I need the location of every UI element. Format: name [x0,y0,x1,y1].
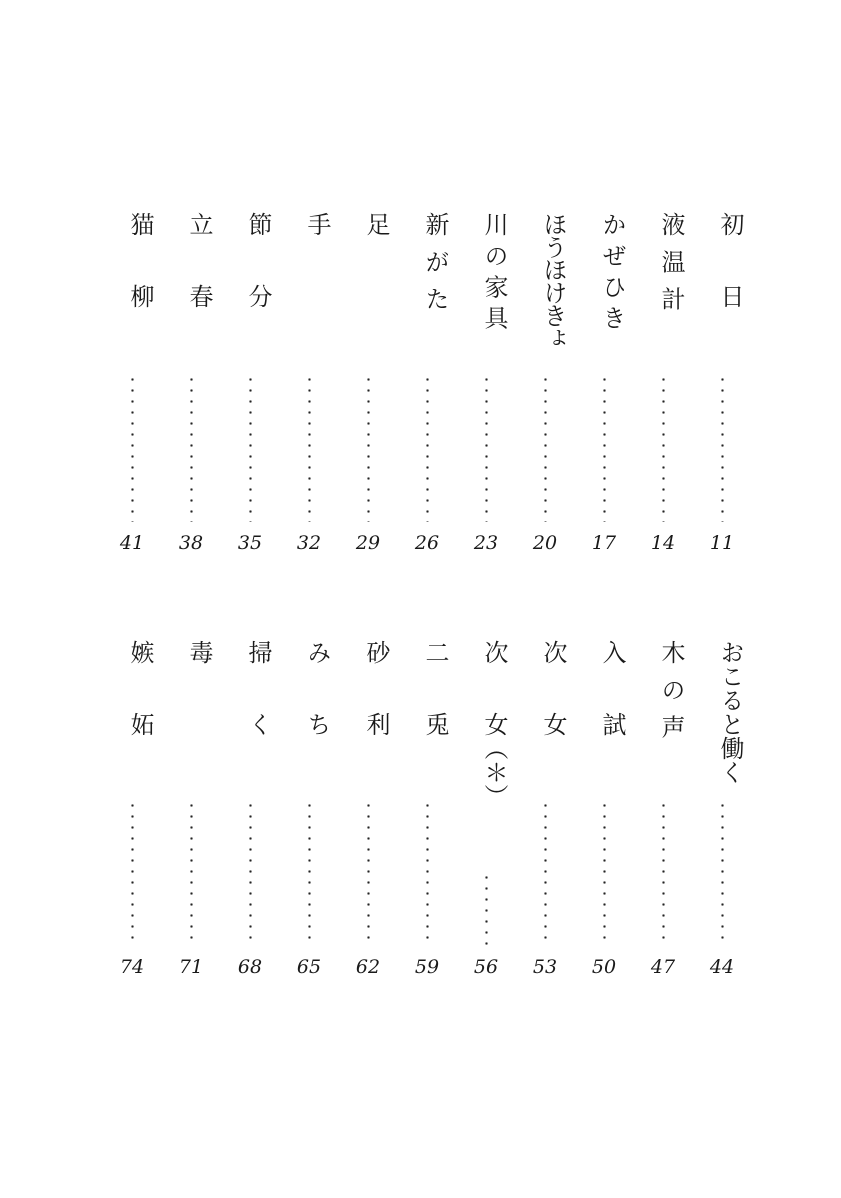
entry-title: 毒 [185,640,213,664]
entry-title: 猫 柳 [126,212,154,308]
toc-entry[interactable] [289,640,329,980]
toc-entry[interactable] [171,640,211,980]
dot-leader [308,374,311,522]
page-number: 32 [296,532,322,554]
page-number: 26 [414,532,440,554]
entry-title: おこると働く [716,640,744,784]
dot-leader [603,374,606,522]
entry-title: 立 春 [185,212,213,308]
dot-leader [190,374,193,522]
dot-leader [544,800,547,946]
entry-title: 次 女 [539,640,567,736]
dot-leader [603,800,606,946]
toc-entry[interactable] [643,212,683,557]
entry-title: 嫉 妬 [126,640,154,736]
page-number: 35 [237,532,263,554]
toc-entry[interactable] [525,212,565,557]
dot-leader [662,800,665,946]
dot-leader [190,800,193,946]
entry-title: 木の声 [657,640,685,752]
page-number: 71 [178,956,204,978]
entry-title: み ち [303,640,331,736]
entry-title: ほうほけきょ [539,212,567,349]
toc-block-bottom [0,640,841,980]
entry-title: 節 分 [244,212,272,308]
dot-leader [308,800,311,946]
toc-block-top [0,212,841,557]
page-number: 74 [119,956,145,978]
page-number: 47 [650,956,676,978]
entry-title: 掃 く [244,640,272,736]
dot-leader [249,800,252,946]
entry-title: 次 女（＊） [480,640,508,808]
dot-leader [721,800,724,946]
dot-leader [721,374,724,522]
toc-entry[interactable] [466,640,506,980]
dot-leader [131,374,134,522]
entry-title: 液温計 [657,212,685,324]
toc-entry[interactable] [407,212,447,557]
page-number: 14 [650,532,676,554]
page-number: 56 [473,956,499,978]
entry-title: 砂 利 [362,640,390,736]
toc-entry[interactable] [289,212,329,557]
dot-leader [367,800,370,946]
page-number: 11 [709,532,735,554]
entry-title: 手 [303,212,331,236]
page-number: 59 [414,956,440,978]
dot-leader [662,374,665,522]
page-number: 41 [119,532,145,554]
entry-title: 足 [362,212,390,236]
toc-entry[interactable] [112,212,152,557]
toc-entry[interactable] [230,212,270,557]
entry-title: 二 兎 [421,640,449,736]
page-number: 29 [355,532,381,554]
toc-entry[interactable] [407,640,447,980]
dot-leader [426,800,429,946]
entry-title: かぜひき [598,212,626,337]
page-number: 53 [532,956,558,978]
toc-entry[interactable] [702,212,742,557]
dot-leader [485,374,488,522]
toc-entry[interactable] [112,640,152,980]
dot-leader [544,374,547,522]
entry-title: 入 試 [598,640,626,736]
toc-entry[interactable] [230,640,270,980]
toc-entry[interactable] [584,640,624,980]
toc-entry[interactable] [643,640,683,980]
dot-leader [426,374,429,522]
page-number: 44 [709,956,735,978]
toc-entry[interactable] [584,212,624,557]
toc-entry[interactable] [348,212,388,557]
page-number: 23 [473,532,499,554]
toc-entry[interactable] [348,640,388,980]
entry-title: 川の家具 [480,212,508,337]
page-number: 65 [296,956,322,978]
toc-entry[interactable] [525,640,565,980]
page-number: 38 [178,532,204,554]
dot-leader [367,374,370,522]
toc-entry[interactable] [466,212,506,557]
entry-title: 初 日 [716,212,744,308]
dot-leader [131,800,134,946]
page-number: 50 [591,956,617,978]
page-number: 62 [355,956,381,978]
page-number: 17 [591,532,617,554]
entry-title: 新がた [421,212,449,324]
toc-entry[interactable] [702,640,742,980]
dot-leader [485,872,488,946]
dot-leader [249,374,252,522]
page-number: 20 [532,532,558,554]
page-number: 68 [237,956,263,978]
toc-entry[interactable] [171,212,211,557]
